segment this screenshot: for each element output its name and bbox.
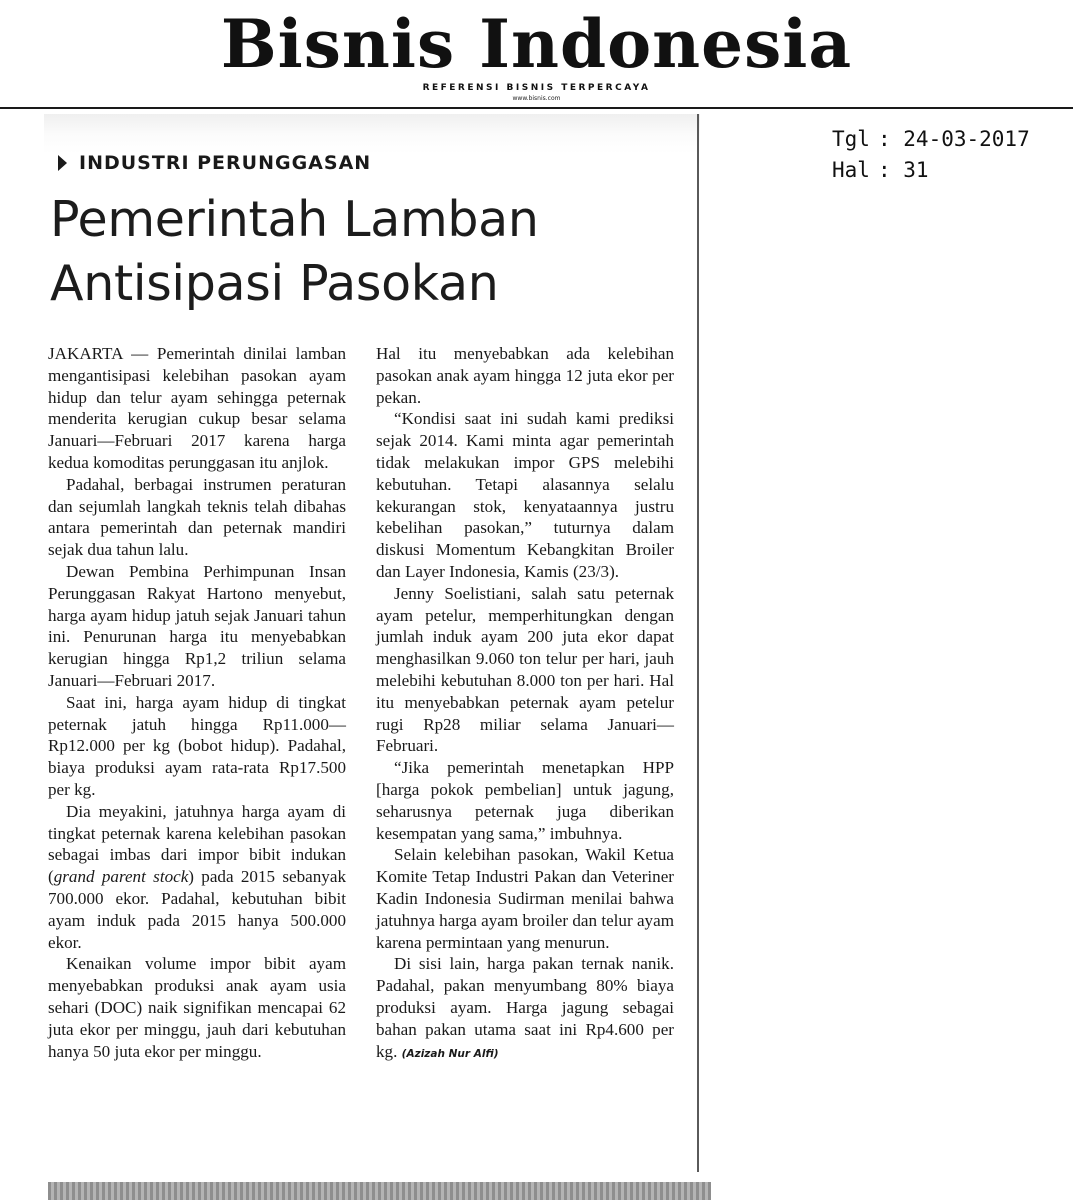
paragraph: “Kondisi saat ini sudah kami prediksi sejak 2014. Kami minta agar pemerintah tidak melakukan impor GPS melebihi kebutuhan. Tetapi alasannya selalu kekurangan stok, kenyataannya justru kebelihan pasokan,” tuturnya dalam diskusi Momentum Kebangkitan Broiler dan Layer Indonesia, Kamis (23/3). [376, 409, 674, 581]
date-label: Tgl [832, 127, 870, 151]
article-rubric [58, 152, 371, 174]
final-paragraph [376, 953, 674, 1065]
headline-line-1: Pemerintah Lamban [50, 191, 539, 248]
triangle-right-icon [58, 155, 67, 171]
final-paragraph-text: Di sisi lain, harga pakan ternak nanik. Padahal, pakan menyumbang 80% biaya produksi ayam. Harga jagung sebagai bahan pakan utama saat ini Rp4.600 per kg. [376, 954, 674, 1061]
paragraph: Jenny Soelistiani, salah satu peternak ayam petelur, memperhitungkan dengan jumlah induk ayam 200 juta ekor dapat menghasilkan 9.060 ton telur per hari, jauh melebihi kebutuhan 8.000 ton per hari. Hal itu menyebabkan peternak ayam petelur rugi Rp28 miliar selama Januari—Februari. [376, 583, 674, 756]
masthead-url: www.bisnis.com [512, 95, 561, 102]
paragraph: Dia meyakini, jatuhnya harga ayam di tingkat peternak karena kelebihan pasokan sebagai imbas dari impor bibit indukan (grand parent stock) pada 2015 sebanyak 700.000 ekor. Padahal, kebutuhan bibit ayam induk pada 2015 hanya 500.000 ekor. [48, 801, 346, 952]
paragraph: Padahal, berbagai instrumen peraturan dan sejumlah langkah teknis telah dibahas antara pemerintah dan peternak mandiri sejak dua tahun lalu. [48, 474, 346, 560]
paragraph: Selain kelebihan pasokan, Wakil Ketua Komite Tetap Industri Pakan dan Veteriner Kadin Indonesia Sudirman menilai bahwa jatuhnya harga ayam broiler dan telur ayam karena permintaan yang menurun. [376, 845, 674, 952]
article-column-2 [376, 343, 674, 1065]
masthead [0, 0, 1073, 108]
masthead-rule [0, 107, 1073, 109]
date-row [832, 124, 1030, 155]
date-value: : 24-03-2017 [878, 127, 1030, 151]
paragraph: Hal itu menyebabkan ada kelebihan pasokan anak ayam hingga 12 juta ekor per pekan. [376, 344, 674, 407]
paragraph: JAKARTA — Pemerintah dinilai lamban mengantisipasi kelebihan pasokan ayam hidup dan telur ayam sehingga peternak menderita kerugian cukup besar selama Januari—Februari 2017 karena harga kedua komoditas perunggasan itu anjlok. [48, 344, 346, 472]
paragraph: Kenaikan volume impor bibit ayam menyebabkan produksi anak ayam usia sehari (DOC) naik signifikan mencapai 62 juta ekor per minggu, jauh dari kebutuhan hanya 50 juta ekor per minggu. [48, 954, 346, 1061]
clipping-edge [697, 114, 699, 1172]
newspaper-logo: Bisnis Indonesia [220, 5, 853, 83]
headline-line-2: Antisipasi Pasokan [50, 255, 499, 312]
article-column-1 [48, 343, 346, 1062]
author-byline: (Azizah Nur Alfi) [401, 1047, 499, 1060]
page-row [832, 155, 1030, 186]
page-label: Hal [832, 158, 870, 182]
paragraph: Dewan Pembina Perhimpunan Insan Perunggasan Rakyat Hartono menyebut, harga ayam hidup jatuh sejak Januari tahun ini. Penurunan harga itu menyebabkan kerugian hingga Rp1,2 triliun selama Januari—Februari 2017. [48, 561, 346, 690]
masthead-tagline: REFERENSI BISNIS TERPERCAYA [422, 83, 651, 93]
clipping-meta [832, 124, 1030, 186]
paragraph: Saat ini, harga ayam hidup di tingkat peternak jatuh hingga Rp11.000—Rp12.000 per kg (bobot hidup). Padahal, biaya produksi ayam rata-rata Rp17.500 per kg. [48, 692, 346, 799]
page-value: : 31 [878, 158, 929, 182]
italic-term: grand parent stock [53, 867, 189, 887]
scan-bottom-strip [48, 1182, 711, 1200]
paragraph: “Jika pemerintah menetapkan HPP [harga pokok pembelian] untuk jagung, seharusnya peternak juga diberikan kesempatan yang sama,” imbuhnya. [376, 758, 674, 843]
article-headline [50, 188, 690, 316]
rubric-label: INDUSTRI PERUNGGASAN [79, 152, 372, 174]
